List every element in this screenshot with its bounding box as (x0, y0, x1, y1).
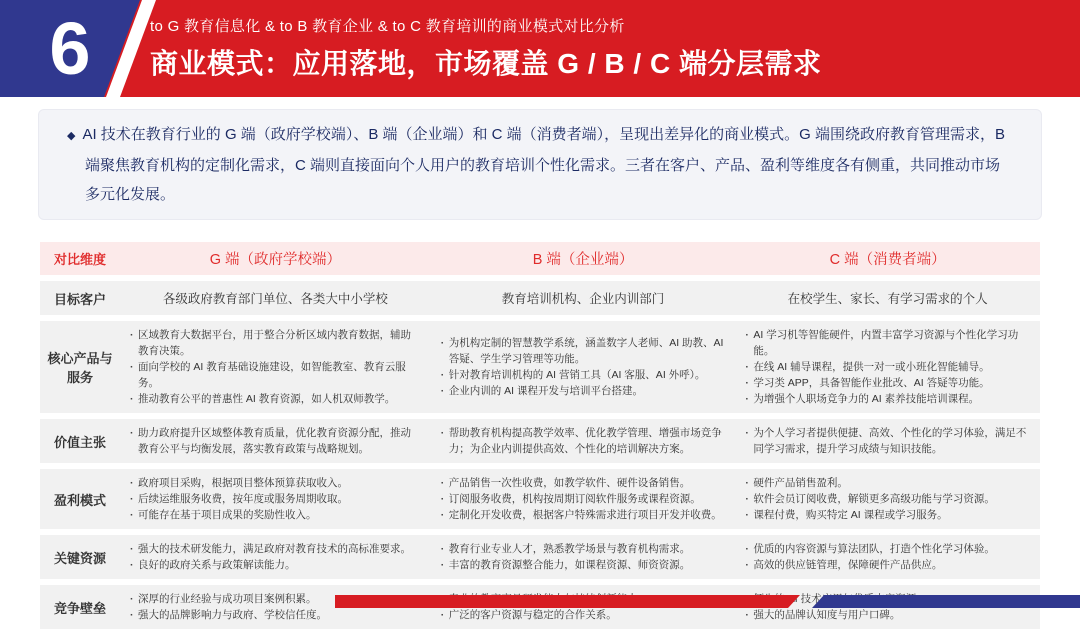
bullet-item: · 帮助教育机构提高教学效率、优化教学管理、增强市场竞争力；为企业内训提供高效、个性化的培训解决方案。 (439, 425, 726, 457)
bullet-item: · 良好的政府关系与政策解读能力。 (128, 557, 421, 573)
bullet-item: · 区域教育大数据平台，用于整合分析区域内教育数据，辅助教育决策。 (128, 327, 421, 359)
row-label-revenue-model: 盈利模式 (53, 492, 106, 508)
bullet-item: · 政府项目采购，根据项目整体预算获取收入。 (128, 475, 421, 491)
footer-red-bar (335, 595, 800, 608)
bullet-list (439, 335, 726, 399)
bullet-item: · 为增强个人职场竞争力的 AI 素养技能培训课程。 (743, 391, 1030, 407)
col-header-c: C 端（消费者端） (829, 252, 946, 268)
cell-revenue-model-c (735, 469, 1040, 529)
cell-value-proposition-c (735, 419, 1040, 463)
bullet-list (743, 425, 1030, 457)
cell-core-products-b (431, 329, 736, 405)
slide-number: 6 (49, 7, 91, 90)
bullet-list (743, 327, 1030, 407)
cell-target-customers-b: 教育培训机构、企业内训部门 (501, 292, 665, 306)
slide-header (0, 0, 1080, 97)
row-label-competitive-moat: 竞争壁垒 (53, 600, 106, 616)
bullet-item: · 产品销售一次性收费，如教学软件、硬件设备销售。 (439, 475, 726, 491)
header-subtitle: to G 教育信息化 & to B 教育企业 & to C 教育培训的商业模式对比分析 (150, 18, 625, 35)
bullet-list (439, 541, 726, 573)
col-header-g: G 端（政府学校端） (209, 252, 342, 268)
bullet-item: · 软件会员订阅收费，解锁更多高级功能与学习资源。 (743, 491, 1030, 507)
table-header-row (40, 242, 1040, 275)
bullet-item: · 为个人学习者提供便捷、高效、个性化的学习体验，满足不同学习需求，提升学习成绩与知识技能。 (743, 425, 1030, 457)
bullet-list (439, 475, 726, 523)
bullet-item: · 定制化开发收费，根据客户特殊需求进行项目开发并收费。 (439, 507, 726, 523)
page-title: 商业模式：应用落地，市场覆盖 G / B / C 端分层需求 (150, 48, 822, 79)
comparison-table (40, 242, 1040, 629)
bullet-item: · 强大的品牌认知度与用户口碑。 (743, 607, 1030, 623)
cell-target-customers-c: 在校学生、家长、有学习需求的个人 (787, 292, 988, 306)
cell-revenue-model-b (431, 469, 736, 529)
bullet-item: · 深厚的行业经验与成功项目案例积累。 (128, 591, 421, 607)
cell-value-proposition-g (120, 419, 431, 463)
col-header-b: B 端（企业端） (532, 252, 634, 268)
cell-key-resources-b (431, 535, 736, 579)
bullet-item: · 强大的品牌影响力与政府、学校信任度。 (128, 607, 421, 623)
bullet-item: · 在线 AI 辅导课程，提供一对一或小班化智能辅导。 (743, 359, 1030, 375)
diamond-bullet-icon: ◆ (67, 130, 76, 142)
col-header-dimension: 对比维度 (53, 252, 106, 267)
bullet-list (743, 475, 1030, 523)
bullet-item: · 学习类 APP，具备智能作业批改、AI 答疑等功能。 (743, 375, 1030, 391)
bullet-item: · 针对教育培训机构的 AI 营销工具（AI 客服、AI 外呼）。 (439, 367, 726, 383)
bullet-list (128, 541, 421, 573)
intro-box (38, 109, 1042, 220)
bullet-item: · 教育行业专业人才，熟悉教学场景与教育机构需求。 (439, 541, 726, 557)
cell-key-resources-g (120, 535, 431, 579)
row-label-value-proposition: 价值主张 (53, 434, 106, 450)
bullet-item: · 硬件产品销售盈利。 (743, 475, 1030, 491)
bullet-item: · 为机构定制的智慧教学系统，涵盖数字人老师、AI 助教、AI 答疑、学生学习管理等功能。 (439, 335, 726, 367)
bullet-item: · 高效的供应链管理，保障硬件产品供应。 (743, 557, 1030, 573)
bullet-item: · 面向学校的 AI 教育基础设施建设，如智能教室、教育云服务。 (128, 359, 421, 391)
table-row-target-customers (40, 281, 1040, 315)
bullet-item: · 可能存在基于项目成果的奖励性收入。 (128, 507, 421, 523)
bullet-item: · 订阅服务收费，机构按周期订阅软件服务或课程资源。 (439, 491, 726, 507)
bullet-item: · 课程付费，购买特定 AI 课程或学习服务。 (743, 507, 1030, 523)
bullet-list (128, 425, 421, 457)
cell-core-products-g (120, 321, 431, 413)
bullet-item: · AI 学习机等智能硬件，内置丰富学习资源与个性化学习功能。 (743, 327, 1030, 359)
bullet-item: · 推动教育公平的普惠性 AI 教育资源，如人机双师教学。 (128, 391, 421, 407)
bullet-item: · 丰富的教育资源整合能力，如课程资源、师资资源。 (439, 557, 726, 573)
row-label-key-resources: 关键资源 (53, 550, 106, 566)
table-row-key-resources (40, 535, 1040, 579)
cell-revenue-model-g (120, 469, 431, 529)
bullet-list (128, 327, 421, 407)
bullet-list (128, 475, 421, 523)
bullet-item: · 助力政府提升区域整体教育质量，优化教育资源分配，推动教育公平与均衡发展，落实教育政策与战略规划。 (128, 425, 421, 457)
bullet-list (439, 425, 726, 457)
bullet-list (743, 541, 1030, 573)
table-row-value-proposition (40, 419, 1040, 463)
cell-key-resources-c (735, 535, 1040, 579)
bullet-item: · 优质的内容资源与算法团队，打造个性化学习体验。 (743, 541, 1030, 557)
cell-core-products-c (735, 321, 1040, 413)
row-label-core-products: 核心产品与服务 (47, 351, 113, 385)
bullet-item: · 强大的技术研发能力，满足政府对教育技术的高标准要求。 (128, 541, 421, 557)
row-label-target-customers: 目标客户 (53, 291, 106, 307)
footer-blue-bar (812, 595, 1080, 608)
bullet-item: · 后续运维服务收费，按年度或服务周期收取。 (128, 491, 421, 507)
cell-value-proposition-b (431, 419, 736, 463)
bullet-item: · 广泛的客户资源与稳定的合作关系。 (439, 607, 726, 623)
header-text-block (150, 0, 821, 97)
bullet-item: · 企业内训的 AI 课程开发与培训平台搭建。 (439, 383, 726, 399)
table-row-core-products (40, 321, 1040, 413)
intro-paragraph (67, 120, 1013, 209)
intro-text: AI 技术在教育行业的 G 端（政府学校端）、B 端（企业端）和 C 端（消费者端），呈现出差异化的商业模式。G 端围绕政府教育管理需求，B 端聚焦教育机构的定制化需求，C 端则直接面向个人用户的教育培训个性化需求。三者在客户、产品、盈利等维度各有侧重，共同推动市场多元化发展。 (82, 126, 1005, 203)
table-row-revenue-model (40, 469, 1040, 529)
cell-target-customers-g: 各级政府教育部门单位、各类大中小学校 (162, 292, 388, 306)
table-body (40, 281, 1040, 629)
